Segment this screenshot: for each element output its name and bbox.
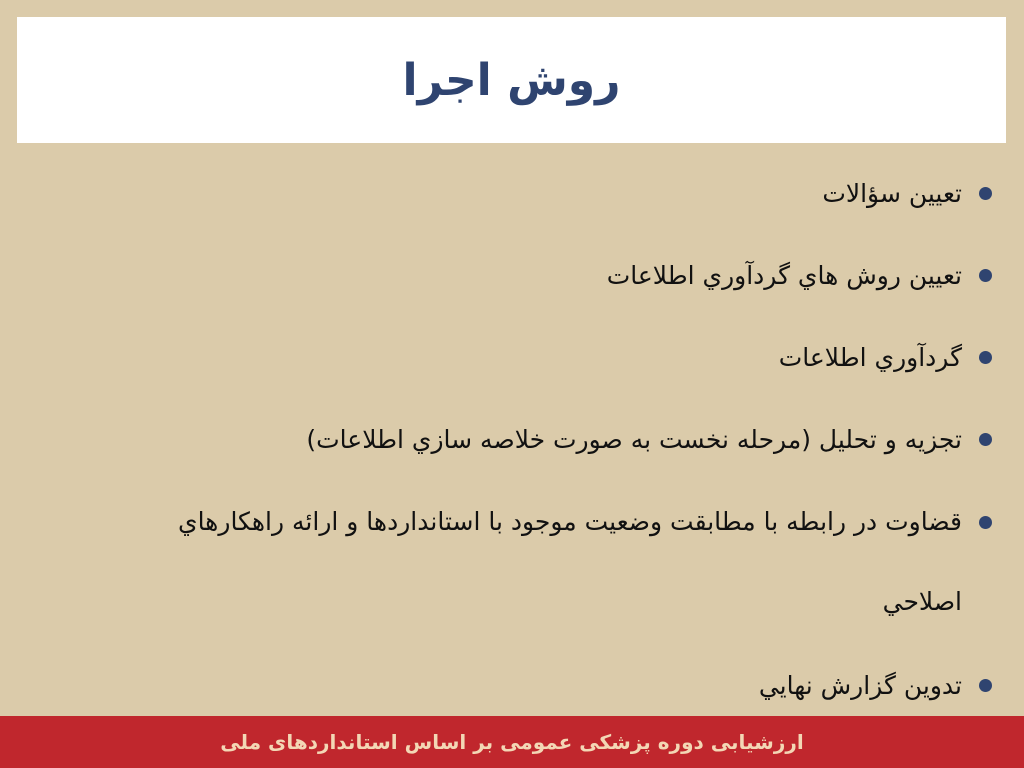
bullet-item-data-collection-methods [92, 254, 962, 297]
bullet-text: تدوين گزارش نهايي [758, 671, 962, 700]
bullet-text: تعيين روش هاي گردآوري اطلاعات [606, 261, 962, 290]
slide-content [92, 172, 962, 746]
bullet-item-final-report [92, 664, 962, 707]
bullet-text: تجزيه و تحليل (مرحله نخست به صورت خلاصه سازي اطلاعات) [306, 425, 962, 454]
bullet-item-judgement [92, 482, 962, 642]
bullet-dot-icon [979, 679, 992, 692]
slide-title: روش اجرا [402, 55, 621, 106]
bullet-list [92, 172, 962, 707]
footer-text: ارزشیابی دوره پزشکی عمومی بر اساس استانداردهای ملی [220, 730, 804, 754]
bullet-dot-icon [979, 516, 992, 529]
bullet-dot-icon [979, 187, 992, 200]
title-box [17, 17, 1006, 143]
footer-bar [0, 716, 1024, 768]
bullet-dot-icon [979, 269, 992, 282]
bullet-text: تعيين سؤالات [822, 179, 962, 208]
bullet-text: قضاوت در رابطه با مطابقت وضعيت موجود با استانداردها و ارائه راهكارهاي اصلاحي [178, 507, 962, 616]
bullet-item-analysis [92, 418, 962, 461]
bullet-item-data-collection [92, 336, 962, 379]
bullet-dot-icon [979, 351, 992, 364]
bullet-dot-icon [979, 433, 992, 446]
bullet-item-determine-questions [92, 172, 962, 215]
bullet-text: گردآوري اطلاعات [778, 343, 962, 372]
